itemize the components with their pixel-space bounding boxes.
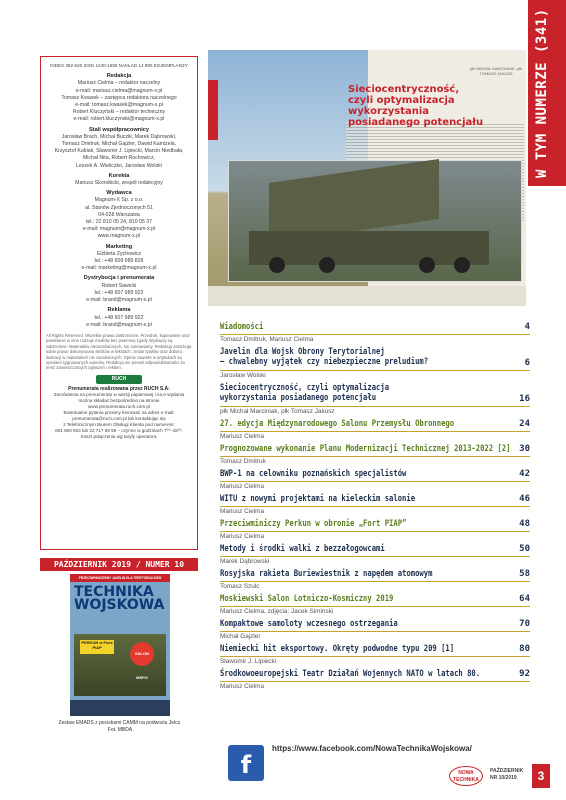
toc-title-line: WITU z nowymi projektami na kieleckim salonie	[220, 494, 416, 504]
prenumerata-line: www.prenumerata.ruch.com.pl	[87, 403, 151, 409]
masthead-section-heading: Dystrybucja i prenumerata	[83, 275, 155, 282]
toc-title-line: – chwalebny wyjątek czy niebezpieczne preludium?	[220, 357, 429, 367]
masthead-line: e-mail: robert.kluczynski@magnum-x.pl	[73, 116, 165, 123]
toc-entry-author: Marek Dąbrowski	[220, 558, 270, 565]
masthead-line: 04-028 Warszawa	[98, 211, 140, 218]
masthead-prenumerata	[46, 386, 192, 440]
wheel-icon	[454, 257, 470, 273]
masthead-section-heading: Wydawca	[106, 190, 132, 197]
masthead-section	[46, 173, 192, 187]
toc-title-line: Kompaktowe samoloty wczesnego ostrzegania	[220, 619, 398, 629]
issue-date-month: PAŹDZIERNIK	[490, 768, 524, 774]
toc-entry-title	[220, 544, 385, 554]
masthead-section	[46, 275, 192, 304]
masthead-line: tel.: 22 810 05 24, 810 05 37	[85, 219, 153, 226]
toc-page-number: 80	[519, 644, 530, 654]
prenumerata-line: Ewentualne pytania prosimy kierować na adres e-mail:	[63, 409, 175, 415]
spread-missile-launcher-photo	[228, 160, 522, 282]
toc-entry-title	[220, 519, 406, 529]
toc-page-number: 58	[519, 569, 530, 579]
spread-authors: płk MICHAŁ MARCINIAK, płk TOMASZ JAKUSZ	[469, 66, 522, 76]
issue-label: PAŹDZIERNIK 2019 / NUMER 10	[40, 558, 198, 571]
toc-page-number: 6	[524, 358, 530, 368]
masthead-line: tel.: +48 607 989 922	[94, 289, 144, 296]
masthead-section	[46, 73, 192, 123]
toc-divider	[220, 370, 530, 371]
toc-page-number: 70	[519, 619, 530, 629]
toc-entry-title	[220, 644, 454, 654]
masthead-section-heading: Marketing	[105, 243, 133, 250]
spread-title	[348, 84, 518, 128]
toc-page-number: 46	[519, 494, 530, 504]
masthead-line: Jarosław Brach, Michał Buczik, Marek Dąbrowski,	[61, 133, 177, 140]
side-banner-text: W TYM NUMERZE (341)	[534, 8, 550, 178]
launcher-truck	[249, 231, 489, 265]
toc-page-number: 24	[519, 419, 530, 429]
masthead-line: e-mail: mariusz.cielma@magnum-x.pl	[75, 87, 163, 94]
toc-page-number: 16	[519, 394, 530, 404]
toc-title-line: Moskiewski Salon Lotniczo-Kosmiczny 2019	[220, 594, 394, 604]
toc-title-line: Metody i środki walki z bezzałogowcami	[220, 544, 385, 554]
toc-entry-title	[220, 444, 510, 454]
toc-divider	[220, 406, 530, 407]
toc-entry-author: Tomasz Szulc	[220, 583, 260, 590]
spread-bottom-strip	[208, 286, 526, 306]
toc-page-number: 92	[519, 669, 530, 679]
feature-spread-image	[208, 50, 526, 306]
toc-page-number: 50	[519, 544, 530, 554]
prenumerata-heading: Prenumerata realizowana przez RUCH S.A:	[68, 385, 170, 392]
toc-divider	[220, 531, 530, 532]
masthead-line: Robert Kluczyński – redaktor techniczny	[72, 109, 166, 116]
masthead-section-heading: Redakcja	[106, 73, 132, 80]
toc-entry-author: Mariusz Cielma	[220, 483, 265, 490]
toc-title-line: Niemiecki hit eksportowy. Okręty podwodne typu 209 [1]	[220, 644, 455, 654]
cover-caption-credit: Fot. MBDA	[107, 727, 133, 733]
masthead-line: Mariusz Skorobicki, zespół redakcyjny	[75, 180, 163, 187]
page-number: 3	[532, 764, 550, 788]
masthead-index: INDEX 382-620 ISSN 1230-1655 NAKŁAD 14 990 EGZEMPLARZY	[50, 63, 188, 68]
cover-caption	[54, 720, 186, 734]
cover-title-line1: TECHNIKA	[74, 584, 154, 600]
cover-title	[74, 586, 166, 612]
masthead-line: e-mail: magnum@magnum-x.pl	[82, 226, 156, 233]
toc-entry-author: Mariusz Cielma	[220, 433, 265, 440]
issue-date-number: NR 10/2019	[490, 775, 517, 781]
toc-divider	[220, 606, 530, 607]
toc-entry-author: Mariusz Cielma	[220, 683, 265, 690]
masthead-line: Krzysztof Kubiak, Sławomir J. Lipiecki, Marcin Niedbała,	[54, 148, 184, 155]
toc-divider	[220, 556, 530, 557]
wheel-icon	[319, 257, 335, 273]
toc-entry-author: Michał Gajzler	[220, 633, 261, 640]
cover-image	[70, 574, 170, 716]
masthead-box	[40, 56, 198, 550]
wheel-icon	[269, 257, 285, 273]
prenumerata-line: Zamówienia na prenumeratę w wersji papierowej i na e-wydania	[53, 391, 185, 397]
masthead-line: Magnum-X Sp. z o.o.	[94, 197, 144, 204]
facebook-icon[interactable]: f	[228, 745, 264, 781]
masthead-line: Leszek A. Wieliczko, Jarosław Wolski	[76, 162, 162, 169]
toc-divider	[220, 431, 530, 432]
masthead-section	[46, 190, 192, 240]
masthead-section-heading: Reklama	[107, 307, 131, 314]
masthead-section	[46, 127, 192, 170]
masthead-line: Elżbieta Zychowicz	[96, 250, 142, 257]
masthead-line: e-mail: brand@magnum-x.pl	[86, 297, 152, 304]
toc-page-number: 48	[519, 519, 530, 529]
logo-line1: NOWA	[458, 770, 474, 776]
toc-entry-title	[220, 383, 389, 403]
masthead-line: www.magnum-x.pl	[97, 233, 141, 240]
masthead-line: Tomasz Dmitruk, Michał Gajzler, Dawid Kamizela,	[61, 141, 177, 148]
ruch-logo: RUCH	[96, 375, 142, 384]
toc-divider	[220, 506, 530, 507]
spread-title-line3: posiadanego potencjału	[348, 117, 484, 128]
toc-entry-title	[220, 494, 415, 504]
toc-entry-author: Sławomir J. Lipiecki	[220, 658, 277, 665]
masthead-rights: All Rights Reserved. Wszelkie prawa zastrzeżone. Przedruk, kopiowanie oraz powielanie w inne rodzaje mediów bez pisemnej zgody Wydawcy są zabronione. Materiałów niezamówionych, nie zamawiamy. Redakcja zastrzega sobie prawo dokonywania skrótów w tekstach, zmian tytułów oraz doboru ilustracji w materiałach nie zamówionych. Opinie zawarte w artykułach są opiniami sygnowanych autorów. Redakcja nie ponosi odpowiedzialności za treść zamieszczonych ogłoszeń i reklam.	[46, 332, 192, 371]
masthead-section	[46, 244, 192, 273]
toc-entry-author: Mariusz Cielma	[220, 508, 265, 515]
toc-page-number: 64	[519, 594, 530, 604]
masthead-section	[46, 307, 192, 329]
masthead-line: e-mail: brand@magnum-x.pl	[86, 321, 152, 328]
toc-entry-author: Mariusz Cielma, zdjęcia: Jacek Siminski	[220, 608, 334, 615]
spread-red-tab	[208, 80, 218, 140]
prenumerata-line: z Telefonicznym Biurem Obsługi Klienta pod numerem:	[63, 421, 175, 427]
spread-title-line1: Sieciocentryczność,	[348, 84, 460, 95]
cover-ring-badge: SALON MSPO	[130, 642, 154, 666]
toc-divider	[220, 456, 530, 457]
toc-entry-author: Jarosław Wolski	[220, 372, 266, 379]
toc-page-number: 4	[524, 322, 530, 332]
masthead-line: Michał Nita, Robert Rochowicz,	[82, 155, 156, 162]
masthead-line: al. Stanów Zjednoczonych 51	[85, 204, 153, 211]
toc-entry-title	[220, 569, 432, 579]
prenumerata-line: 801 800 803 lub 22 717 59 59 – czynne w godzinach 7⁰⁰–18⁰⁰.	[55, 427, 183, 433]
toc-divider	[220, 681, 530, 682]
toc-page-number: 30	[519, 444, 530, 454]
toc-divider	[220, 631, 530, 632]
toc-divider	[220, 581, 530, 582]
prenumerata-lines	[46, 392, 192, 440]
toc-title-line: Javelin dla Wojsk Obrony Terytorialnej	[220, 347, 385, 357]
toc-entry-title	[220, 619, 398, 629]
wheel-icon	[419, 257, 435, 273]
masthead-line: Mariusz Cielma – redaktor naczelny	[77, 80, 161, 87]
facebook-link[interactable]: https://www.facebook.com/NowaTechnikaWojskowa/	[272, 744, 472, 753]
toc-divider	[220, 481, 530, 482]
toc-title-line: Sieciocentryczność, czyli optymalizacja	[220, 383, 390, 393]
cover-highlight: PERKUN w Ficie PIAP	[80, 640, 114, 654]
prenumerata-line: Koszt połączenia wg taryfy operatora.	[80, 433, 158, 439]
toc-entry-author: Mariusz Cielma	[220, 533, 265, 540]
toc-title-line: wykorzystania posiadanego potencjału	[220, 393, 377, 403]
toc-entry-title	[220, 469, 406, 479]
ruch-logo-box	[46, 375, 192, 384]
toc-divider	[220, 656, 530, 657]
cover-bottom-band	[70, 700, 170, 716]
toc-title-line: Wiadomości	[220, 322, 264, 332]
masthead-section-heading: Korekta	[108, 172, 130, 179]
spread-title-line2: czyli optymalizacja wykorzystania	[348, 95, 455, 117]
cover-title-line2: WOJSKOWA	[74, 597, 165, 613]
toc-divider	[220, 334, 530, 335]
cover-top-banner: PRZECIWPANCERNY JAVELIN DLA TERYTORIALSÓW	[70, 574, 170, 582]
toc-title-line: Przeciwminiczy Perkun w obronie „Fort PIAP”	[220, 519, 407, 529]
toc-entry-author: Tomasz Dmitruk	[220, 458, 266, 465]
prenumerata-line: prenumerata@ruch.com.pl lub kontaktując się	[72, 415, 166, 421]
toc-title-line: Środkowoeuropejski Teatr Działań Wojennych NATO w latach 80.	[220, 669, 481, 679]
masthead-line: Robert Sawicki	[101, 282, 137, 289]
toc-entry-author: płk Michał Marciniak, płk Tomasz Jakusz	[220, 408, 335, 415]
logo-line2: TECHNIKA	[453, 777, 479, 783]
toc-entry-title	[220, 669, 480, 679]
toc-entry-author: Tomasz Dmitruk, Mariusz Cielma	[220, 336, 314, 343]
toc-title-line: BWP-1 na celowniku poznańskich specjalistów	[220, 469, 407, 479]
masthead-line: Tomasz Kwasek – zastępca redaktora naczelnego	[61, 94, 177, 101]
toc-title-line: Rosyjska rakieta Buriewiestnik z napędem atomowym	[220, 569, 433, 579]
masthead-line: tel.: +48 609 989 828	[94, 258, 144, 265]
toc-title-line: Prognozowane wykonanie Planu Modernizacji Technicznej 2013-2022 [2]	[220, 444, 511, 454]
cover-caption-text: Zestaw EMADS z pociskami CAMM na podwoziu Jelcz.	[58, 720, 182, 726]
toc-entry-title	[220, 594, 393, 604]
masthead-line: tel.: +48 607 989 922	[94, 314, 144, 321]
toc-entry-title	[220, 419, 454, 429]
masthead-sections	[46, 73, 192, 329]
toc-page-number: 42	[519, 469, 530, 479]
masthead-section-heading: Stali współpracownicy	[89, 126, 149, 133]
issue-date	[490, 768, 523, 782]
toc-entry-title	[220, 322, 263, 332]
magazine-logo	[449, 766, 483, 786]
prenumerata-line: można składać bezpośrednio na stronie	[78, 397, 160, 403]
masthead-line: e-mail: marketing@magnum-x.pl	[81, 265, 157, 272]
toc-title-line: 27. edycja Międzynarodowego Salonu Przemysłu Obronnego	[220, 419, 455, 429]
toc-entry-title	[220, 347, 428, 367]
masthead-line: e-mail: tomasz.kwasek@magnum-x.pl	[75, 102, 163, 109]
